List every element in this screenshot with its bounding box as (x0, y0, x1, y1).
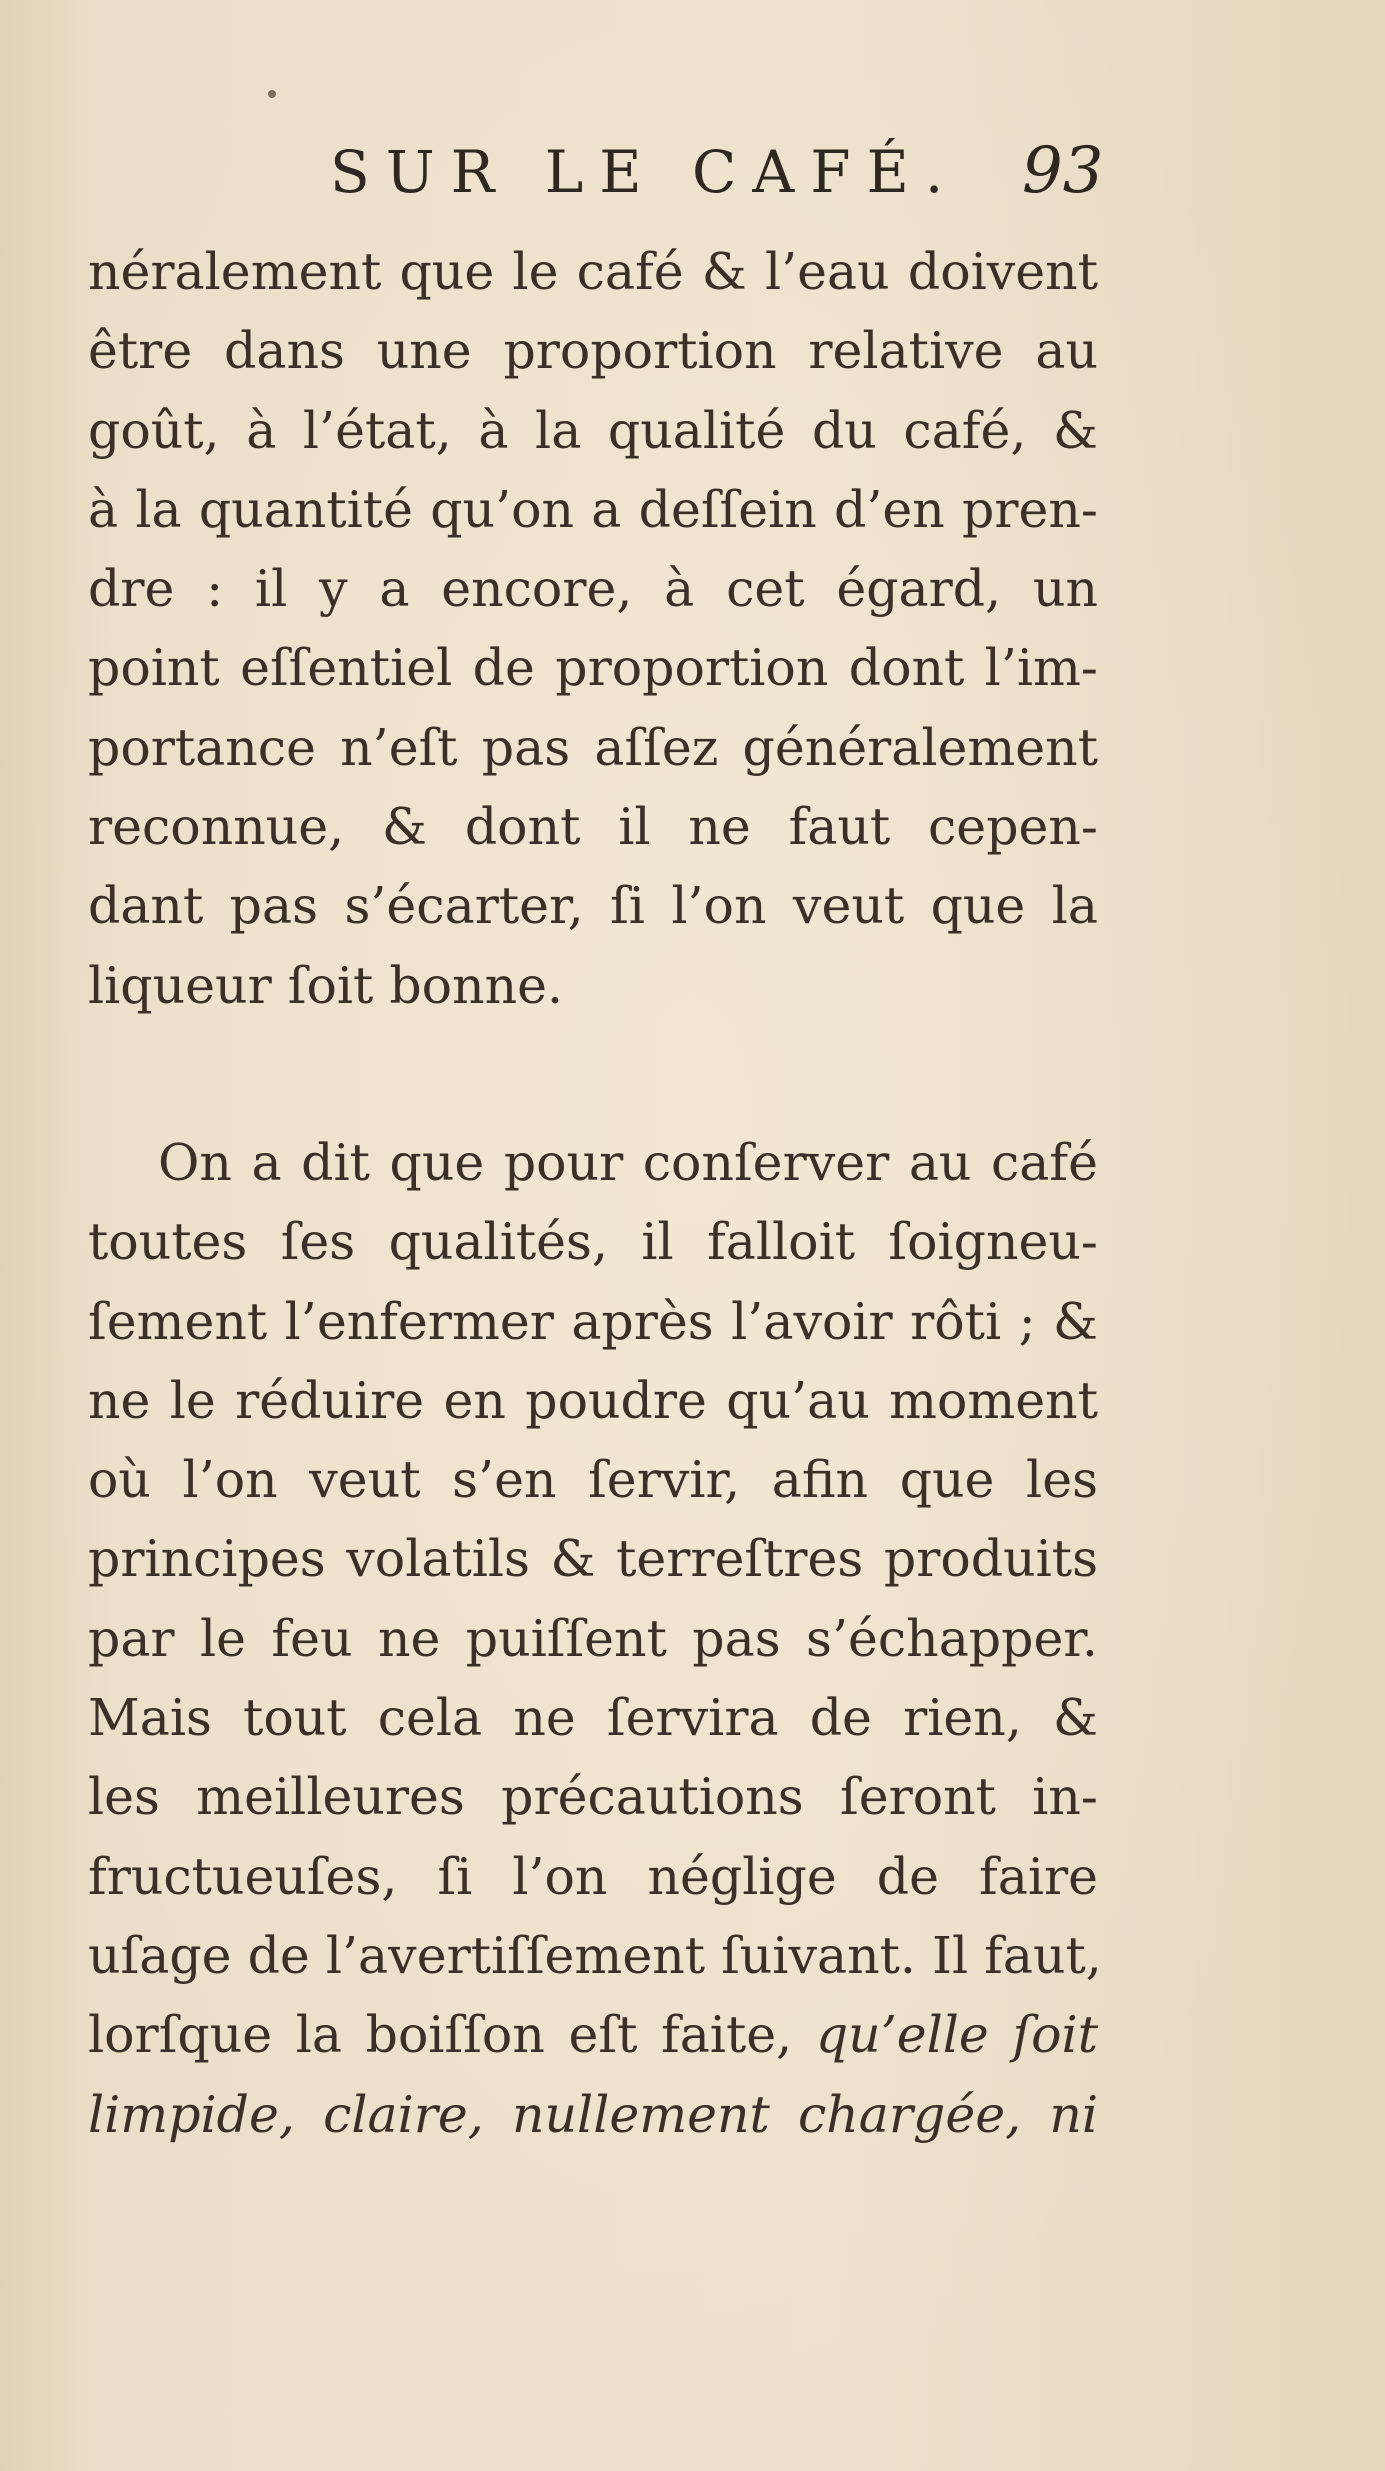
text-line: par le feu ne puiſſent pas s’échapper. (88, 1608, 1098, 1668)
text-line: ſement l’enfermer après l’avoir rôti ; & (88, 1291, 1098, 1351)
text-line: reconnue, & dont il ne faut cepen- (88, 797, 1098, 857)
text-line: les meilleures précautions ſeront in- (88, 1767, 1098, 1827)
text-line: où l’on veut s’en ſervir, afin que les (88, 1450, 1098, 1510)
paragraph-2 (88, 1123, 1102, 2154)
page-header (0, 134, 1385, 228)
text-line: principes volatils & terreſtres produits (88, 1529, 1098, 1589)
ink-blot (268, 90, 276, 98)
text-line: goût, à l’état, à la qualité du café, & (88, 400, 1098, 460)
text-line: liqueur ſoit bonne. (88, 955, 564, 1015)
running-title: SUR LE CAFÉ. (330, 138, 960, 206)
italic-text: limpide, claire, nullement chargée, ni (88, 2084, 1098, 2144)
text-line: dant pas s’écarter, ſi l’on veut que la (88, 876, 1098, 936)
text-line: Mais tout cela ne ſervira de rien, & (88, 1688, 1098, 1748)
text-line: dre : il y a encore, à cet égard, un (88, 559, 1098, 619)
text-line: On a dit que pour conſerver au café (158, 1132, 1098, 1192)
text-line: uſage de l’avertiſſement ſuivant. Il faut, (88, 1925, 1102, 1985)
paragraph-1 (88, 232, 1098, 1025)
text-line: point eſſentiel de proportion dont l’im- (88, 638, 1098, 698)
text-line: fructueuſes, ſi l’on néglige de faire (88, 1846, 1098, 1906)
paragraph-gap (88, 1025, 1098, 1123)
page-body (88, 232, 1102, 2154)
roman-text: lorſque la boiſſon eſt faite, (88, 2005, 816, 2065)
text-line: ne le réduire en poudre qu’au moment (88, 1370, 1098, 1430)
text-line: portance n’eſt pas aſſez généralement (88, 717, 1098, 777)
italic-text: qu’elle ſoit (815, 2005, 1099, 2065)
text-line: néralement que le café & l’eau doivent (88, 242, 1098, 301)
page-number: 93 (1022, 134, 1104, 208)
text-line: à la quantité qu’on a deſſein d’en pren- (88, 479, 1098, 539)
text-line: être dans une proportion relative au (88, 321, 1098, 381)
text-line: toutes ſes qualités, il falloit ſoigneu- (88, 1212, 1098, 1272)
text-line (88, 2075, 1098, 2154)
text-line (88, 1995, 1098, 2074)
